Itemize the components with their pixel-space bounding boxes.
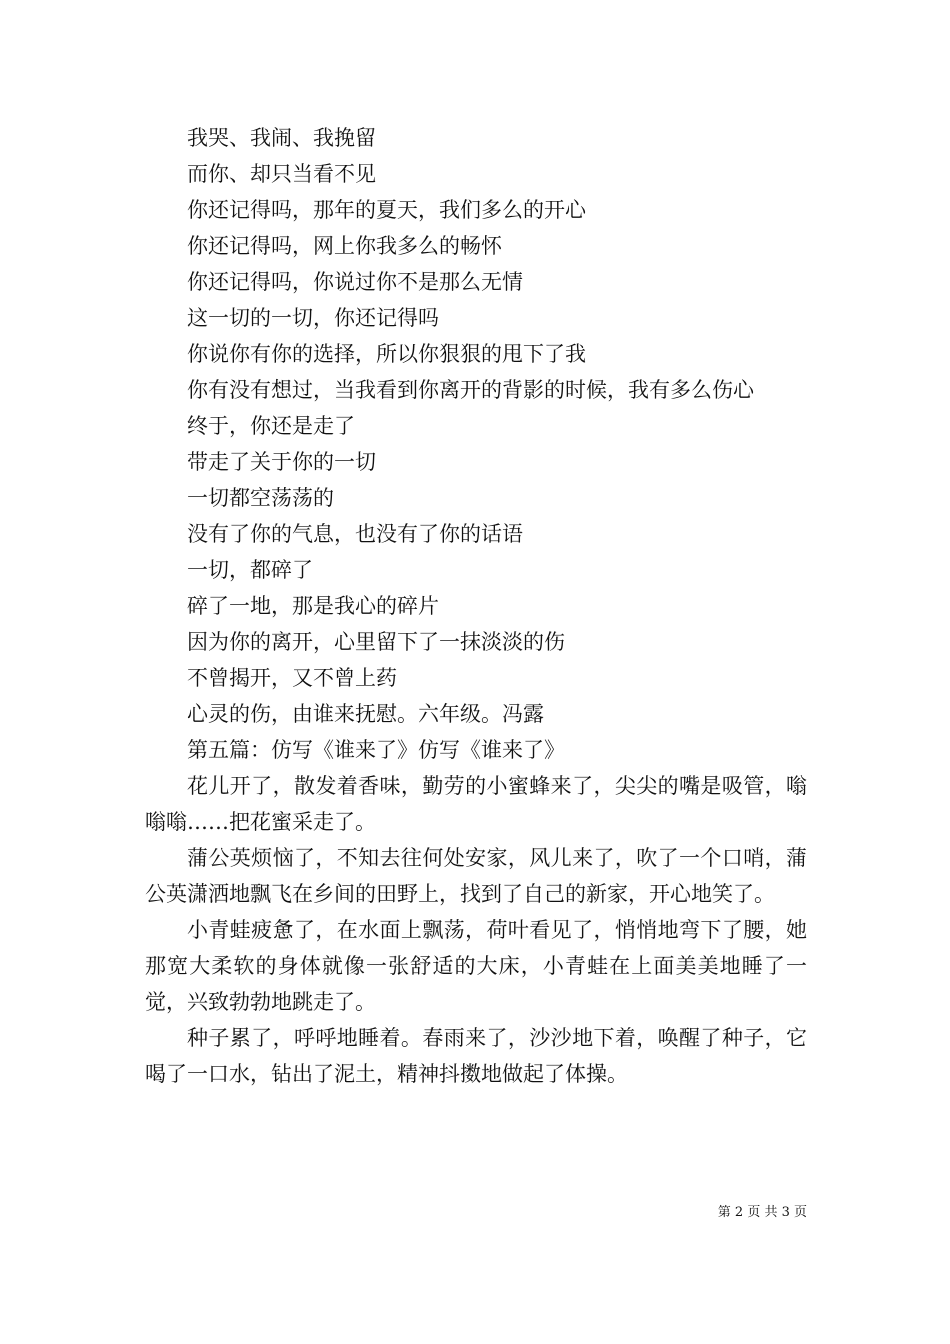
text-line: 你还记得吗，你说过你不是那么无情 (187, 270, 523, 294)
text-line: 终于，你还是走了 (187, 414, 355, 438)
page-number: 第 2 页 共 3 页 (717, 1205, 807, 1220)
text-line: 你还记得吗，那年的夏天，我们多么的开心 (187, 198, 586, 222)
text-line: 碎了一地，那是我心的碎片 (187, 594, 439, 618)
text-line: 这一切的一切，你还记得吗 (187, 306, 439, 330)
text-line: 一切，都碎了 (187, 558, 313, 582)
text-line: 而你、却只当看不见 (187, 162, 376, 186)
text-line: 你还记得吗，网上你我多么的畅怀 (187, 234, 502, 258)
text-line: 我哭、我闹、我挽留 (187, 126, 376, 150)
document-body (145, 120, 807, 1092)
paragraph: 蒲公英烦恼了，不知去往何处安家，风儿来了，吹了一个口哨，蒲公英潇洒地飘飞在乡间的田野上，找到了自己的新家，开心地笑了。 (145, 846, 807, 906)
text-line: 一切都空荡荡的 (187, 486, 334, 510)
text-line: 你有没有想过，当我看到你离开的背影的时候，我有多么伤心 (187, 378, 754, 402)
text-line: 不曾揭开，又不曾上药 (187, 666, 397, 690)
text-line: 因为你的离开，心里留下了一抹淡淡的伤 (187, 630, 565, 654)
text-line: 没有了你的气息，也没有了你的话语 (187, 522, 523, 546)
paragraph: 花儿开了，散发着香味，勤劳的小蜜蜂来了，尖尖的嘴是吸管，嗡嗡嗡……把花蜜采走了。 (145, 774, 807, 834)
text-line: 你说你有你的选择，所以你狠狠的甩下了我 (187, 342, 586, 366)
section-heading: 第五篇：仿写《谁来了》仿写《谁来了》 (187, 738, 565, 762)
paragraph: 种子累了，呼呼地睡着。春雨来了，沙沙地下着，唤醒了种子，它喝了一口水，钻出了泥土，精神抖擞地做起了体操。 (145, 1026, 807, 1086)
text-line: 带走了关于你的一切 (187, 450, 376, 474)
text-line: 心灵的伤，由谁来抚慰。六年级。冯露 (187, 702, 544, 726)
paragraph: 小青蛙疲惫了，在水面上飘荡，荷叶看见了，悄悄地弯下了腰，她那宽大柔软的身体就像一张舒适的大床，小青蛙在上面美美地睡了一觉，兴致勃勃地跳走了。 (145, 918, 807, 1014)
